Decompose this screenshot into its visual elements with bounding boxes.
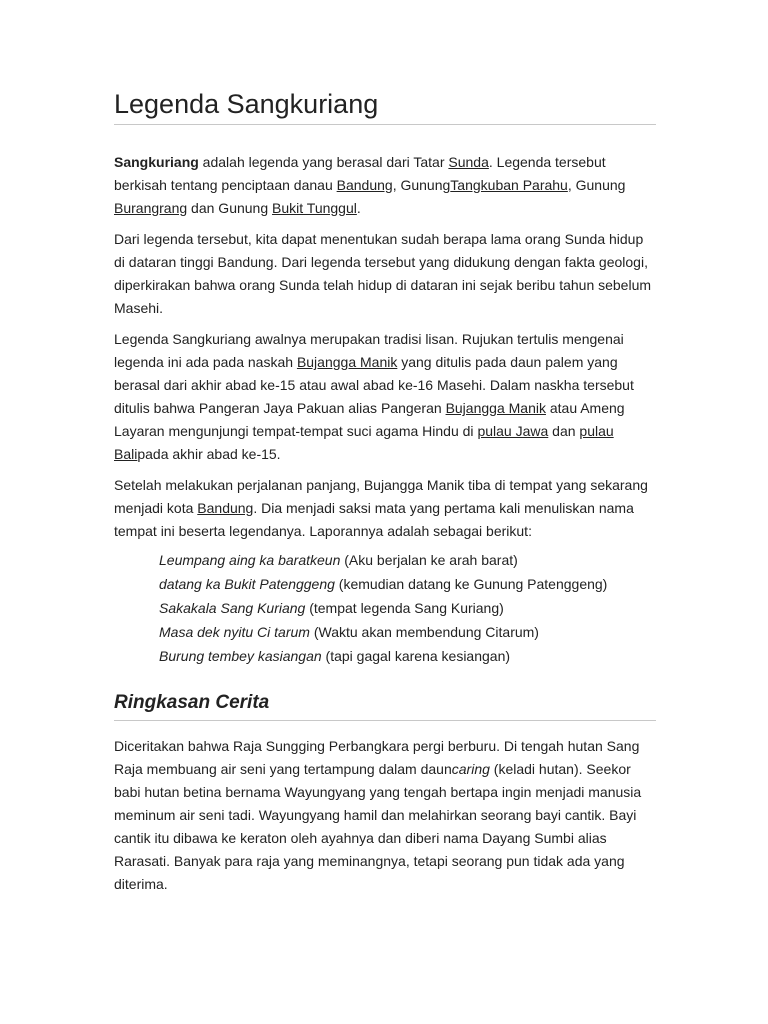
italic-term: caring <box>451 761 490 777</box>
link-bandung-city[interactable]: Bandung <box>197 500 254 516</box>
text: Setelah melakukan perjalanan panjang, Bujangga Manik tiba di tempat yang sekarang menjadi kota <box>114 477 648 516</box>
quote-translation: (kemudian datang ke Gunung Patenggeng) <box>334 576 608 592</box>
quote-translation: (tapi gagal karena kesiangan) <box>321 648 511 664</box>
quote-translation: (Aku berjalan ke arah barat) <box>340 552 518 568</box>
text: dan <box>548 423 580 439</box>
article-content <box>114 88 656 896</box>
text: Diceritakan bahwa Raja Sungging Perbangkara pergi berburu. Di tengah hutan Sang Raja membuang air seni yang tertampung dalam daun <box>114 738 640 777</box>
manuscript-quote <box>159 548 656 668</box>
text: . Legenda tersebut berkisah tentang penciptaan danau <box>114 154 606 193</box>
quote-original: datang ka Bukit Patenggeng <box>159 576 335 592</box>
quote-line <box>159 620 656 644</box>
intro-paragraph <box>114 151 656 220</box>
journey-paragraph <box>114 474 656 543</box>
quote-original: Sakakala Sang Kuriang <box>159 600 306 616</box>
subject-bold: Sangkuriang <box>114 154 199 170</box>
text: , Gunung <box>567 177 626 193</box>
quote-line <box>159 596 656 620</box>
text: . <box>356 200 361 216</box>
text: , Gunung <box>392 177 451 193</box>
link-pulau-bali[interactable]: pulau Bali <box>114 423 614 462</box>
link-bukit-tunggul[interactable]: Bukit Tunggul <box>272 200 357 216</box>
history-paragraph: Dari legenda tersebut, kita dapat menentukan sudah berapa lama orang Sunda hidup di dataran tinggi Bandung. Dari legenda tersebut yang didukung dengan fakta geologi, diperkirakan bahwa orang Sunda telah hidup di dataran ini sejak beribu tahun sebelum Masehi. <box>114 231 652 316</box>
quote-translation: (tempat legenda Sang Kuriang) <box>305 600 504 616</box>
link-bandung[interactable]: Bandung <box>336 177 393 193</box>
manuscript-paragraph <box>114 328 656 466</box>
text: Legenda Sangkuriang awalnya merupakan tradisi lisan. Rujukan tertulis mengenai legenda ini ada pada naskah <box>114 331 624 370</box>
quote-line <box>159 644 656 668</box>
quote-original: Leumpang aing ka baratkeun <box>159 552 341 568</box>
link-bujangga-manik-2[interactable]: Bujangga Manik <box>445 400 546 416</box>
link-pulau-jawa[interactable]: pulau Jawa <box>477 423 549 439</box>
quote-line <box>159 548 656 572</box>
text: yang ditulis pada daun palem yang berasal dari akhir abad ke-15 atau awal abad ke-16 Masehi. Dalam naskha tersebut ditulis bahwa Pangeran Jaya Pakuan alias Pangeran <box>114 354 634 416</box>
link-burangrang[interactable]: Burangrang <box>114 200 188 216</box>
text: adalah legenda yang berasal dari Tatar <box>198 154 449 170</box>
text: atau Ameng Layaran mengunjungi tempat-tempat suci agama Hindu di <box>114 400 625 439</box>
link-tangkuban-parahu[interactable]: Tangkuban Parahu <box>450 177 568 193</box>
link-bujangga-manik[interactable]: Bujangga Manik <box>296 354 398 370</box>
text: . Dia menjadi saksi mata yang pertama kali menuliskan nama tempat ini beserta legendanya. Laporannya adalah sebagai berikut: <box>114 500 634 539</box>
text: dan Gunung <box>187 200 273 216</box>
quote-original: Burung tembey kasiangan <box>159 648 322 664</box>
text: (keladi hutan). Seekor babi hutan betina bernama Wayungyang yang tengah bertapa ingin menjadi manusia meminum air seni tadi. Wayungyang hamil dan melahirkan seorang bayi cantik. Bayi cantik itu dibawa ke keraton oleh ayahnya dan diberi nama Dayang Sumbi alias Rarasati. Banyak para raja yang meminangnya, tetapi seorang pun tidak ada yang diterima. <box>114 761 642 892</box>
quote-translation: (Waktu akan membendung Citarum) <box>309 624 539 640</box>
link-sunda[interactable]: Sunda <box>448 154 489 170</box>
summary-paragraph <box>114 735 656 896</box>
section-heading: Ringkasan Cerita <box>114 690 656 721</box>
quote-original: Masa dek nyitu Ci tarum <box>159 624 310 640</box>
quote-line <box>159 572 656 596</box>
page-title: Legenda Sangkuriang <box>114 88 656 125</box>
text: pada akhir abad ke-15. <box>137 446 281 462</box>
